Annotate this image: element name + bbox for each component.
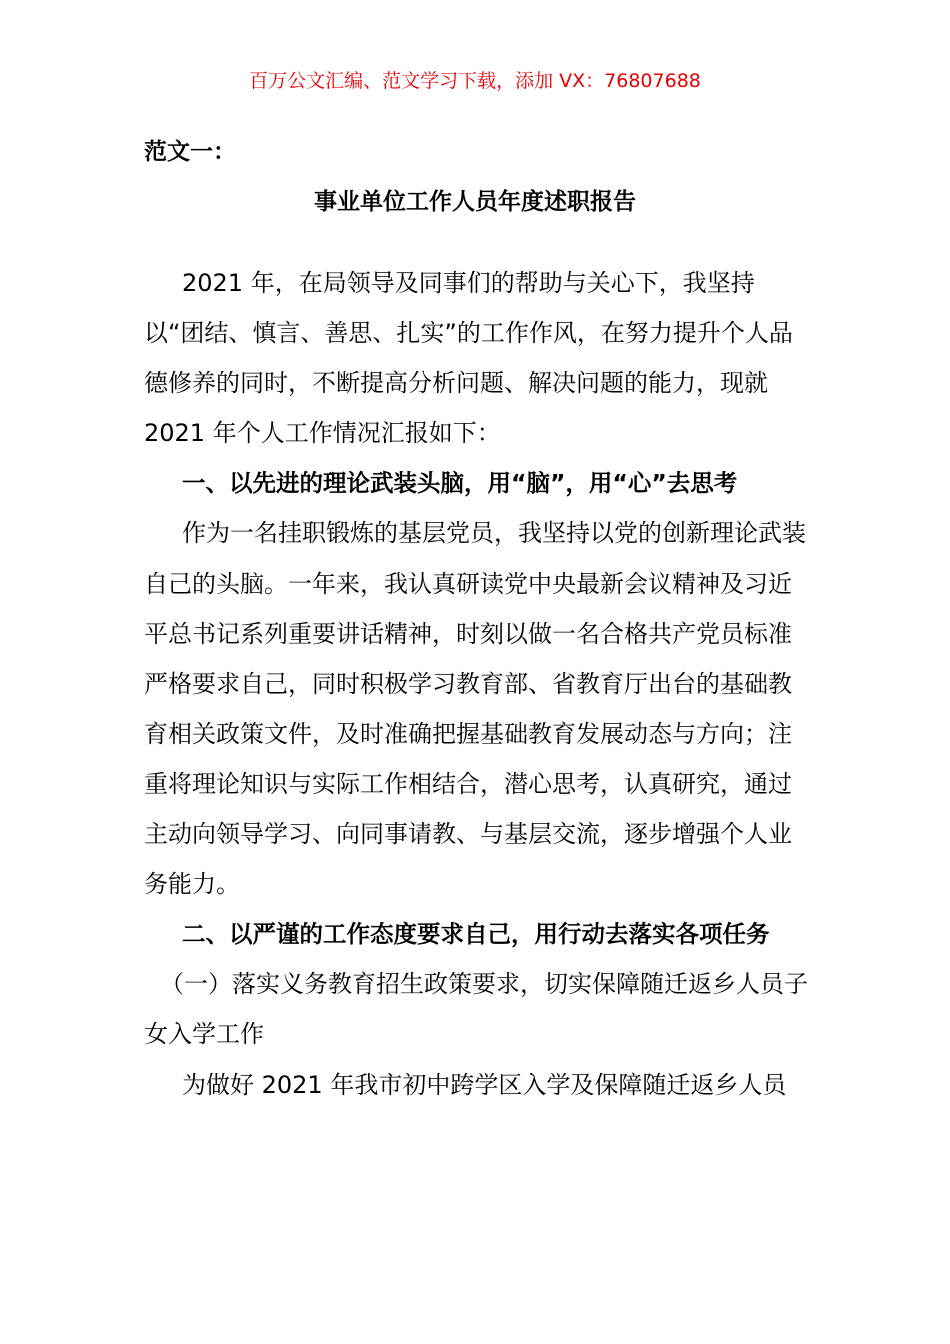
header-note: 百万公文汇编、范文学习下载，添加 VX：76807688 bbox=[249, 70, 701, 92]
sample-label: 范文一： bbox=[144, 139, 236, 165]
section-1-paragraph: 作为一名挂职锻炼的基层党员，我坚持以党的创新理论武装自己的头脑。一年来，我认真研读党中央最新会议精神及习近平总书记系列重要讲话精神，时刻以做一名合格共产党员标准严格要求自己，同时积极学习教育部、省教育厅出台的基础教育相关政策文件，及时准确把握基础教育发展动态与方向；注重将理论知识与实际工作相结合，潜心思考，认真研究，通过主动向领导学习、向同事请教、与基层交流，逐步增强个人业务能力。 bbox=[144, 519, 806, 899]
subsection-1-paragraph: 为做好 2021 年我市初中跨学区入学及保障随迁返乡人员 bbox=[182, 1070, 787, 1099]
document-title: 事业单位工作人员年度述职报告 bbox=[314, 189, 636, 215]
section-1-heading: 一、以先进的理论武装头脑，用“脑”，用“心”去思考 bbox=[182, 469, 738, 498]
subsection-1-heading: （一）落实义务教育招生政策要求，切实保障随迁返乡人员子女入学工作 bbox=[144, 970, 808, 1049]
intro-paragraph: 2021 年，在局领导及同事们的帮助与关心下，我坚持以“团结、慎言、善思、扎实”的工作作风，在努力提升个人品德修养的同时，不断提高分析问题、解决问题的能力，现就 2021 年个人工作情况汇报如下： bbox=[144, 269, 793, 448]
document-body bbox=[144, 258, 810, 1110]
section-2-heading: 二、以严谨的工作态度要求自己，用行动去落实各项任务 bbox=[182, 920, 770, 949]
